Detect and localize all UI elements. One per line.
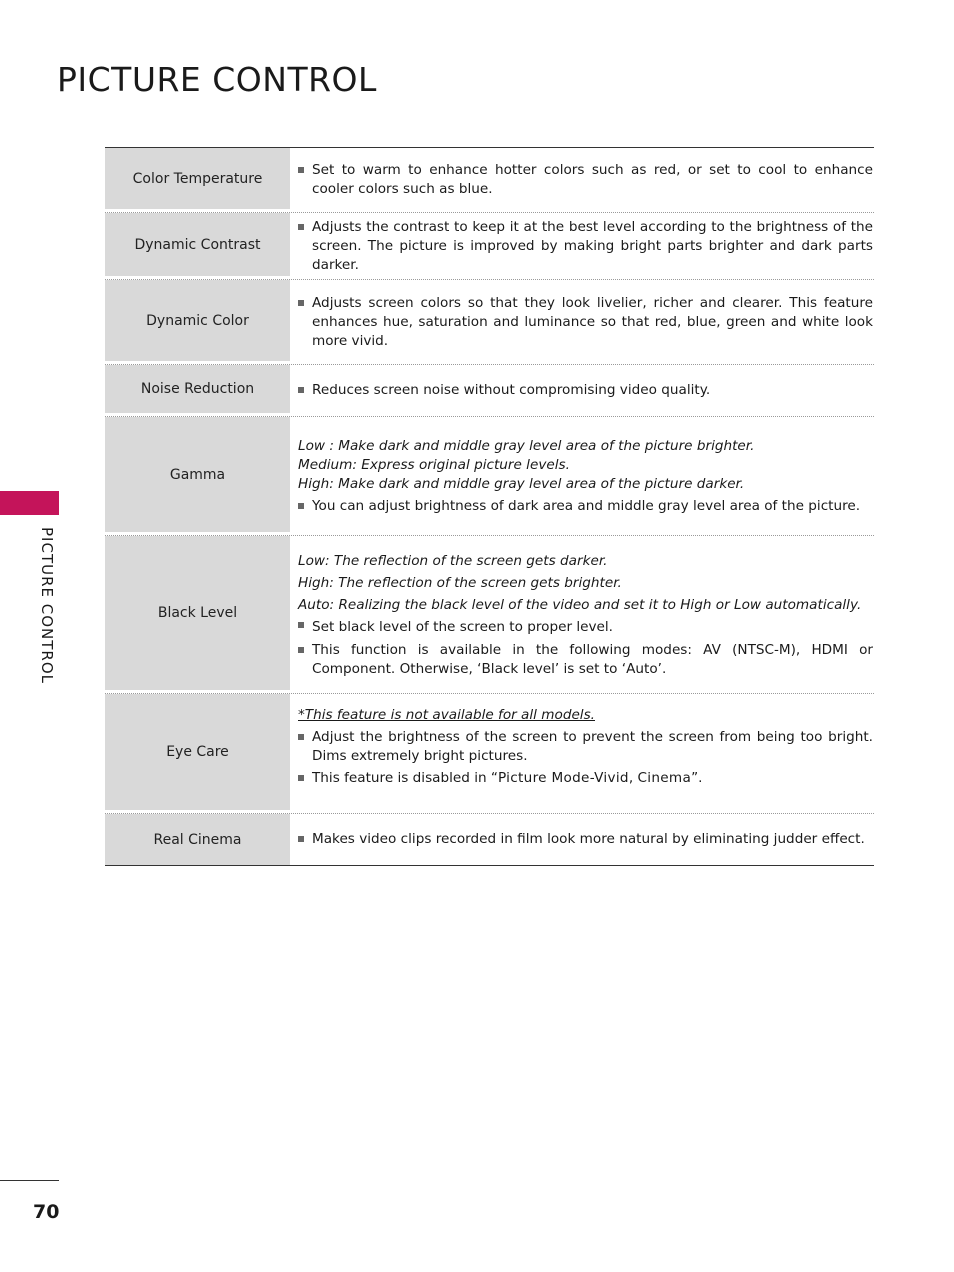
row-description [292,148,874,212]
table-row [105,417,874,536]
mode-name: Picture Mode-Vivid [497,769,629,786]
option-text: Auto: Realizing the black level of the video and set it to High or Low automatically. [298,597,862,613]
section-side-label: PICTURE CONTROL [38,527,56,685]
option-text: High: The reflection of the screen gets brighter. [298,575,622,591]
row-label: Color Temperature [105,148,292,212]
table-row [105,213,874,280]
table-row [105,536,874,694]
row-description [292,814,874,865]
row-description [292,280,874,364]
bullet-text: You can adjust brightness of dark area and middle gray level area of the picture. [298,497,873,516]
row-label: Dynamic Contrast [105,213,292,279]
table-row [105,365,874,417]
row-label: Black Level [105,536,292,693]
row-description [292,417,874,535]
page-number: 70 [33,1201,60,1223]
footer-rule [0,1180,59,1181]
bullet-text: Reduces screen noise without compromising video quality. [298,381,873,400]
disabled-suffix: ”. [691,769,703,786]
page-title: PICTURE CONTROL [57,60,377,99]
section-tab-marker [0,491,59,515]
row-description [292,694,874,813]
row-description [292,213,874,279]
row-label: Eye Care [105,694,292,813]
row-description [292,536,874,693]
option-text: High: Make dark and middle gray level area of the picture darker. [298,475,745,492]
row-label: Real Cinema [105,814,292,865]
option-text: Low : Make dark and middle gray level area of the picture brighter. [298,437,755,454]
disabled-prefix: This feature is disabled in “ [312,769,498,786]
bullet-text: This function is available in the following modes: AV (NTSC-M), HDMI or Component. Otherwise, ‘Black level’ is set to ‘Auto’. [298,641,873,679]
table-row [105,814,874,865]
option-text: Medium: Express original picture levels. [298,456,570,473]
picture-settings-table [105,147,874,866]
bullet-text: Adjust the brightness of the screen to prevent the screen from being too bright. Dims extremely bright pictures. [298,728,873,766]
mode-name: Cinema [637,769,692,786]
row-description [292,365,874,416]
bullet-text: Set to warm to enhance hotter colors such as red, or set to cool to enhance cooler colors such as blue. [298,161,873,199]
bullet-text: Makes video clips recorded in film look more natural by eliminating judder effect. [298,830,873,849]
table-row [105,280,874,365]
disabled-mode-text [298,769,873,788]
row-label: Gamma [105,417,292,535]
table-row [105,694,874,814]
bullet-text: Adjusts the contrast to keep it at the best level according to the brightness of the screen. The picture is improved by making bright parts brighter and dark parts darker. [298,218,873,275]
table-row [105,148,874,213]
bullet-text: Set black level of the screen to proper level. [298,616,873,638]
row-label: Dynamic Color [105,280,292,364]
option-text: Low: The reflection of the screen gets darker. [298,553,608,569]
row-label: Noise Reduction [105,365,292,416]
bullet-text: Adjusts screen colors so that they look livelier, richer and clearer. This feature enhances hue, saturation and luminance so that red, blue, green and white look more vivid. [298,294,873,351]
mode-separator: , [628,769,638,786]
availability-note: *This feature is not available for all models. [298,706,595,723]
